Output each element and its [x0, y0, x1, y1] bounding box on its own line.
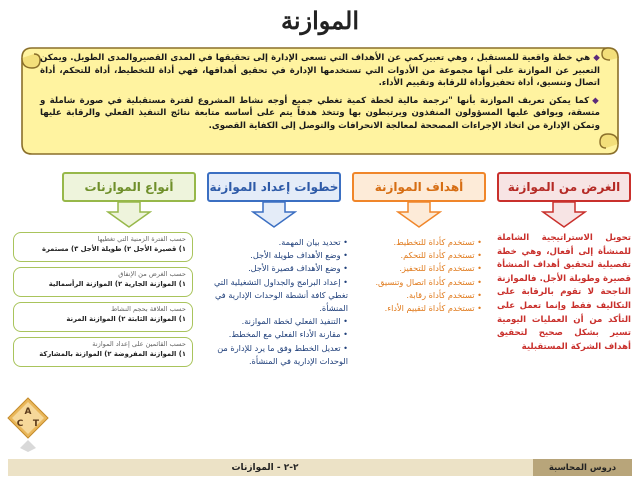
- type-box-activity: حسب العلاقة بحجم النشاط ١) الموازنة الثابتة ٢) الموازنة المرنة: [13, 302, 193, 332]
- type-box-purpose: حسب الغرض من الإنفاق ١) الموازنة الجارية ٢) الموازنة الرأسمالية: [13, 267, 193, 297]
- lesson-label: ٢-٢ - الموازنات: [231, 462, 299, 473]
- act-logo-icon: [6, 396, 50, 452]
- list-item: • تحديد بيان المهمة.: [278, 237, 348, 247]
- bullet-icon: ◆: [592, 95, 601, 106]
- course-label: دروس المحاسبة: [533, 459, 632, 476]
- list-item: • تستخدم كأداة لتقييم الأداء.: [384, 303, 482, 314]
- header-steps: خطوات إعداد الموازنة: [207, 172, 341, 202]
- list-item: • وضع الأهداف طويلة الأجل.: [250, 250, 348, 261]
- list-item: • التنفيذ الفعلي لخطة الموازنة.: [241, 316, 348, 327]
- list-item: • تستخدم كأداة للتحفيز.: [399, 263, 482, 274]
- page-title: الموازنة: [280, 6, 360, 35]
- list-item: • وضع الأهداف قصيرة الأجل.: [248, 263, 348, 274]
- arrow-down-icon: [251, 202, 297, 228]
- list-item: • تستخدم كأداة اتصال وتنسيق.: [375, 276, 482, 287]
- arrow-down-icon: [106, 202, 152, 228]
- type-box-period: حسب الفترة الزمنية التي تغطيها ١) قصيرة الأجل ٢) طويلة الأجل ٣) مستمرة: [13, 232, 193, 262]
- list-item: • تستخدم كأداة للتخطيط.: [393, 237, 482, 247]
- list-item: • تعديل الخطط وفق ما يرد للإدارة من الوحدات الإدارية في المنشأة.: [217, 342, 348, 366]
- header-goals: أهداف الموازنة: [352, 172, 486, 202]
- svg-text:A: A: [24, 407, 32, 417]
- steps-list: [208, 236, 348, 368]
- svg-text:T: T: [32, 419, 40, 429]
- list-item: • تستخدم كأداة رقابة.: [406, 289, 482, 300]
- intro-paragraph: ◆هي خطة واقعية للمستقبل ، وهي تعبيركمي عن الأهداف التي تسعى الإدارة إلى تحقيقها في المدى القصيروالمدى الطويل. ويمكن التعبير عن الموازنة على أنها مجموعة من الأدوات التي تستخدمها الإدارة في تحقيق أهدافها، فهي أداة للتخطيط، أداة للتحكم، أداة اتصال وتنسيق، أداة تحفيزوأداة للرقابة وتقييم الأداء.: [40, 53, 601, 89]
- intro-text: [40, 52, 600, 138]
- header-types: أنواع الموازنات: [62, 172, 196, 202]
- arrow-down-icon: [541, 202, 587, 228]
- intro-paragraph: ◆كما يمكن تعريف الموازنة بأنها "ترجمة مالية لخطة كمية تغطي جميع أوجه نشاط المشروع لفترة مستقبلية في صورة شاملة و متسقة، ويوافق عليها المسؤولون المنفذون ويرتبطون بها وتتخذ هدفاً يتم على أساسه متابعة نتائج التنفيذ الفعلي والرقابة عليها وتمكن الإدارة من اتخاذ الإجراءات المصححة لمعالجة الانحرافات والتوصل إلى الكفاية القصوى.: [40, 95, 601, 131]
- type-box-preparers: حسب القائمين على إعداد الموازنة ١) الموازنة المفروضة ٢) الموازنة بالمشاركة: [13, 337, 193, 367]
- list-item: • تستخدم كأداة للتحكم.: [400, 250, 482, 261]
- svg-text:C: C: [16, 419, 24, 429]
- arrow-down-icon: [396, 202, 442, 228]
- list-item: • إعداد البرامج والجداول التشغيلية التي تغطي كافة أنشطة الوحدات الإدارية في المنشأة.: [213, 276, 348, 314]
- bullet-icon: ◆: [593, 53, 601, 63]
- goals-list: [352, 236, 482, 315]
- list-item: • مقارنة الأداء الفعلي مع المخطط.: [228, 329, 348, 340]
- purpose-text: تحويل الاستراتيجية الشاملة للمنشأة إلى أفعال، وهي خطة تفصيلية لتحقيق أهداف المنشأة قصيرة وطويلة الأجل. فالموازنة الناجحة لا تقوم بالرقابة على التكاليف فقط وإنما تعمل على التأكد من أن العمليات اليومية تسير بشكل صحيح لتحقيق أهداف الشركة المستقبلية: [497, 233, 631, 352]
- header-purpose: الغرض من الموازنة: [497, 172, 631, 202]
